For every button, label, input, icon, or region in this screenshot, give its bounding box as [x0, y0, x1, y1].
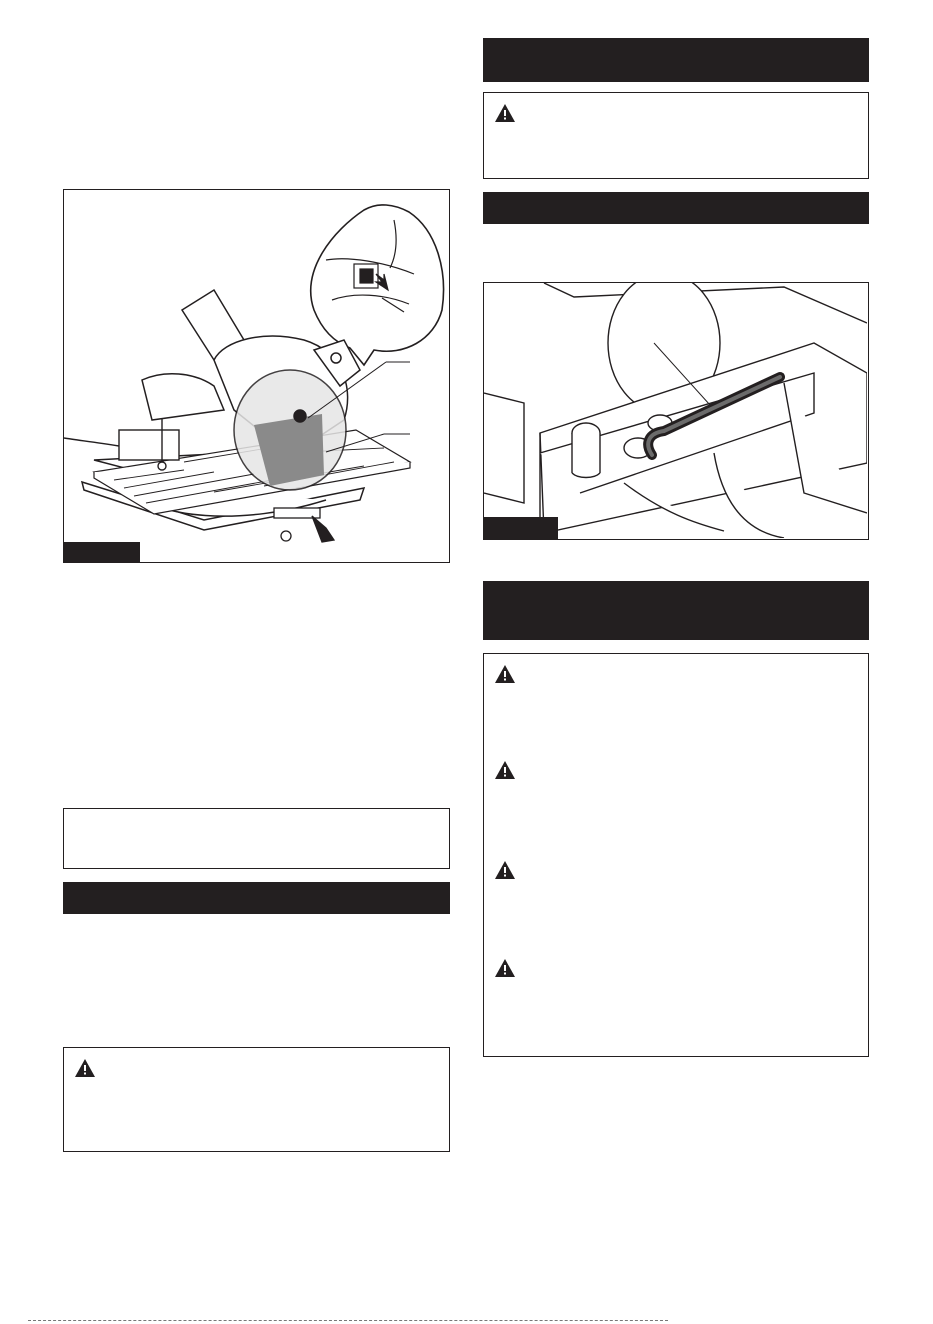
section-header-bar-top [483, 38, 869, 82]
figure-number-tag [484, 517, 558, 539]
hex-wrench-illustration [484, 283, 867, 538]
figure-hex-wrench-storage [483, 282, 869, 540]
note-box [63, 808, 450, 869]
warnings-box [483, 653, 869, 1057]
caution-box [63, 1047, 450, 1152]
warning-triangle-icon [494, 860, 516, 880]
footer-rule [28, 1320, 668, 1321]
warning-box-top [483, 92, 869, 179]
miter-saw-illustration [64, 190, 448, 561]
section-header-bar [63, 882, 450, 914]
warning-triangle-icon [74, 1058, 96, 1078]
warning-triangle-icon [494, 760, 516, 780]
figure-miter-saw [63, 189, 450, 563]
figure-number-tag [64, 542, 140, 562]
warning-triangle-icon [494, 103, 516, 123]
section-header-bar-maintenance [483, 581, 869, 640]
warning-triangle-icon [494, 958, 516, 978]
warning-triangle-icon [494, 664, 516, 684]
section-header-bar-hex-wrench [483, 192, 869, 224]
